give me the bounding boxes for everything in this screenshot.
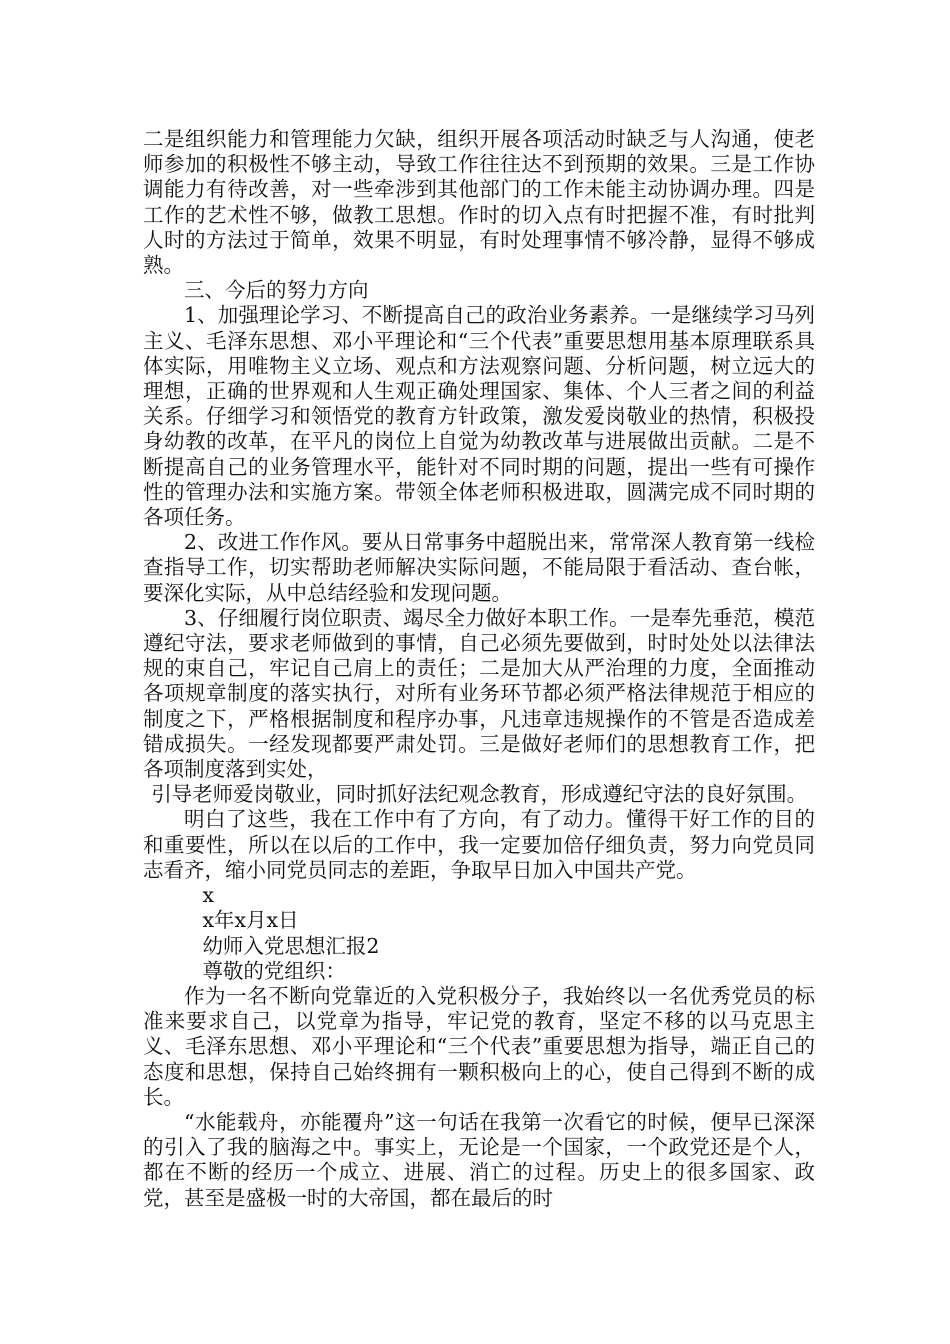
- signature-name: x: [202, 883, 214, 908]
- paragraph-13: “水能载舟，亦能覆舟”这一句话在我第一次看它的时候，便早已深深的引入了我的脑海之中。事实上，无论是一个国家，一个政党还是个人，都在不断的经历一个成立、进展、消亡的过程。历史上的很多国家、政党，甚至是盛极一时的大帝国，都在最后的时: [143, 1109, 815, 1210]
- paragraph-3: 1、加强理论学习、不断提高自己的政治业务素养。一是继续学习马列主义、毛泽东思想、邓小平理论和“三个代表”重要思想用基本原理联系具体实际，用唯物主义立场、观点和方法观察问题、分析问题，树立远大的理想，正确的世界观和人生观正确处理国家、集体、个人三者之间的利益关系。仔细学习和领悟党的教育方针政策，激发爱岗敬业的热情，积极投身幼教的改革，在平凡的岗位上自觉为幼教改革与进展做出贡献。二是不断提高自己的业务管理水平，能针对不同时期的问题，提出一些有可操作性的管理办法和实施方案。带领全体老师积极进取，圆满完成不同时期的各项任务。: [143, 303, 815, 530]
- report-title: 幼师入党思想汇报2: [202, 933, 380, 958]
- paragraph-1: 二是组织能力和管理能力欠缺，组织开展各项活动时缺乏与人沟通，使老师参加的积极性不够主动，导致工作往往达不到预期的效果。三是工作协调能力有待改善，对一些牵涉到其他部门的工作未能主动协调办理。四是工作的艺术性不够，做教工思想。作时的切入点有时把握不准，有时批判人时的方法过于简单，效果不明显，有时处理事情不够冷静，显得不够成熟。: [143, 127, 815, 278]
- signature-date: x年x月x日: [202, 908, 299, 933]
- paragraph-12: 作为一名不断向党靠近的入党积极分子，我始终以一名优秀党员的标准来要求自己，以党章为指导，牢记党的教育，坚定不移的以马克思主义、毛泽东思想、邓小平理论和“三个代表”重要思想为指导，端正自己的态度和思想，保持自己始终拥有一颗积极向上的心，使自己得到不断的成长。: [143, 983, 815, 1109]
- paragraph-7: 明白了这些，我在工作中有了方向，有了动力。懂得干好工作的目的和重要性，所以在以后的工作中，我一定要加倍仔细负责，努力向党员同志看齐，缩小同党员同志的差距，争取早日加入中国共产党。: [143, 807, 815, 882]
- salutation: 尊敬的党组织：: [202, 958, 346, 983]
- paragraph-6: 引导老师爱岗敬业，同时抓好法纪观念教育，形成遵纪守法的良好氛围。: [151, 782, 808, 807]
- document-body: [143, 127, 815, 1211]
- paragraph-5: 3、仔细履行岗位职责、竭尽全力做好本职工作。一是奉先垂范，模范遵纪守法，要求老师做到的事情，自己必须先要做到，时时处处以法律法规的束自己，牢记自己肩上的责任；二是加大从严治理的力度，全面推动各项规章制度的落实执行，对所有业务环节都必须严格法律规范于相应的制度之下，严格根据制度和程序办事，凡违章违规操作的不管是否造成差错成损失。一经发现都要严肃处罚。三是做好老师们的思想教育工作，把各项制度落到实处，: [143, 605, 815, 782]
- section-heading: 三、今后的努力方向: [184, 278, 369, 303]
- paragraph-4: 2、改进工作作风。要从日常事务中超脱出来，常常深人教育第一线检查指导工作，切实帮助老师解决实际问题，不能局限于看活动、查台帐，要深化实际，从中总结经验和发现问题。: [143, 530, 815, 605]
